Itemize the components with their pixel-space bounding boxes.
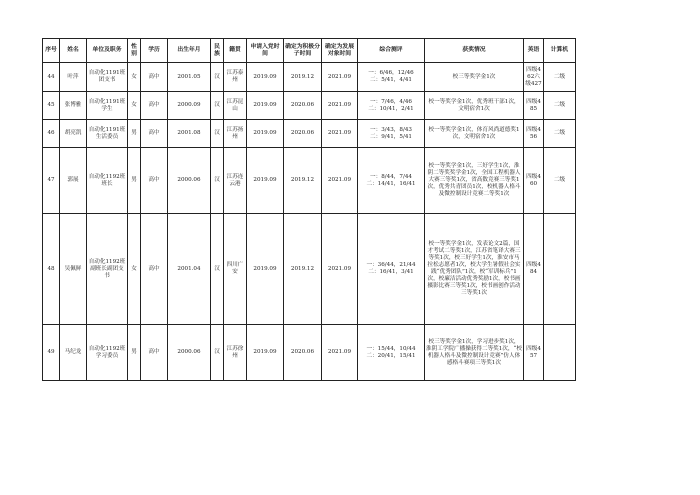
cell-unit: 自动化1191班生活委员 [87, 120, 128, 148]
cell-unit: 自动化1192班班长 [87, 148, 128, 214]
cell-apply-date: 2019.09 [247, 92, 284, 120]
cell-unit: 自动化1192班学习委员 [87, 325, 128, 381]
cell-unit: 自动化1192班副班长副团支书 [87, 214, 128, 325]
cell-no: 46 [43, 120, 60, 148]
cell-english: 四级456 [524, 120, 544, 148]
cell-english: 四级485 [524, 92, 544, 120]
cell-origin: 江苏昆山 [224, 92, 247, 120]
eval-year-one: 一：7/46，4/46 [370, 98, 412, 105]
cell-evaluation [358, 214, 425, 325]
cell-ethnicity: 汉 [211, 325, 224, 381]
cell-activist-date: 2019.12 [284, 214, 322, 325]
cell-candidate-date: 2021.09 [322, 92, 358, 120]
eval-year-two: 二：20/41，15/41 [366, 352, 416, 359]
cell-gender: 女 [128, 63, 141, 92]
cell-name: 叶萍 [60, 63, 87, 92]
col-header-name: 姓名 [60, 39, 87, 63]
cell-origin: 四川广安 [224, 214, 247, 325]
cell-no: 44 [43, 63, 60, 92]
eval-year-one: 一：6/46，12/46 [368, 70, 414, 76]
col-header-evaluation: 综合测评 [358, 39, 425, 63]
cell-awards: 校一等奖学金1次，三好学生1次，淮阴二等奖奖学金1次，全国工程机器人大赛三等奖1次，省高数竞赛三等奖1次，优秀共青团员1次，校机器人格斗及微控制设计竞赛二等奖1次 [425, 148, 524, 214]
cell-activist-date: 2020.06 [284, 120, 322, 148]
col-header-english: 英语 [524, 39, 544, 63]
cell-ethnicity: 汉 [211, 148, 224, 214]
cell-no: 49 [43, 325, 60, 381]
cell-activist-date: 2019.12 [284, 63, 322, 92]
cell-evaluation [358, 325, 425, 381]
eval-year-one: 一：15/44，10/44 [366, 345, 416, 352]
col-header-no: 序号 [43, 39, 60, 63]
cell-unit: 自动化1191班团支书 [87, 63, 128, 92]
cell-computer [544, 325, 576, 381]
cell-name: 吴佩鲜 [60, 214, 87, 325]
cell-name: 郭展 [60, 148, 87, 214]
eval-year-two: 二：9/41，5/41 [370, 133, 412, 140]
col-header-activist-date: 确定为积极分子时间 [284, 39, 322, 63]
cell-english: 四级460 [524, 148, 544, 214]
eval-year-two: 二：16/41，3/41 [368, 269, 414, 275]
cell-education: 高中 [141, 325, 168, 381]
cell-awards: 校一等奖学金1次，发表论文2篇，国才考试二等奖1次，江苏省笔译大赛三等奖1次，校三好学生1次，淮安市马拉松志愿者1次，校大学生暑假社会实践“优秀团队”1次，校“军训标兵”1次，校廉洁活动优秀奖励1次，校书画摄影比赛三等奖1次，校书画创作活动三等奖1次 [425, 214, 524, 325]
cell-origin: 江苏扬州 [224, 120, 247, 148]
cell-education: 高中 [141, 148, 168, 214]
cell-apply-date: 2019.09 [247, 120, 284, 148]
cell-english: 四级457 [524, 325, 544, 381]
cell-english: 四级484 [524, 214, 544, 325]
cell-no: 47 [43, 148, 60, 214]
cell-education: 高中 [141, 214, 168, 325]
cell-ethnicity: 汉 [211, 120, 224, 148]
cell-candidate-date: 2021.09 [322, 325, 358, 381]
cell-evaluation [358, 63, 425, 92]
col-header-computer: 计算机 [544, 39, 576, 63]
eval-year-two: 二：10/41，2/41 [368, 105, 414, 112]
eval-year-two: 二：14/41，16/41 [366, 180, 416, 187]
cell-awards: 校一等奖学金1次，优秀班干部1次，文明宿舍1次 [425, 92, 524, 120]
cell-birth: 2000.06 [168, 148, 211, 214]
cell-computer [544, 214, 576, 325]
cell-computer: 二级 [544, 63, 576, 92]
cell-no: 48 [43, 214, 60, 325]
cell-candidate-date: 2021.09 [322, 63, 358, 92]
table-row [43, 214, 576, 325]
cell-name: 胡亮凯 [60, 120, 87, 148]
student-roster-table [42, 38, 576, 381]
col-header-education: 学历 [141, 39, 168, 63]
cell-activist-date: 2020.06 [284, 325, 322, 381]
cell-unit: 自动化1191班学生 [87, 92, 128, 120]
eval-year-two: 二：5/41，4/41 [370, 77, 412, 83]
cell-ethnicity: 汉 [211, 92, 224, 120]
cell-name: 张博雅 [60, 92, 87, 120]
col-header-unit: 单位及职务 [87, 39, 128, 63]
cell-activist-date: 2019.12 [284, 148, 322, 214]
cell-gender: 男 [128, 325, 141, 381]
cell-origin: 江苏泰州 [224, 63, 247, 92]
cell-apply-date: 2019.09 [247, 325, 284, 381]
cell-ethnicity: 汉 [211, 214, 224, 325]
table-row [43, 120, 576, 148]
header-row [43, 39, 576, 63]
cell-computer: 二级 [544, 120, 576, 148]
cell-birth: 2001.04 [168, 214, 211, 325]
cell-ethnicity: 汉 [211, 63, 224, 92]
cell-candidate-date: 2021.09 [322, 148, 358, 214]
cell-awards: 校三等奖学金1次 [425, 63, 524, 92]
col-header-apply-date: 申请入党时间 [247, 39, 284, 63]
cell-candidate-date: 2021.09 [322, 120, 358, 148]
cell-computer: 二级 [544, 92, 576, 120]
cell-apply-date: 2019.09 [247, 148, 284, 214]
eval-year-one: 一：36/44，21/44 [366, 262, 416, 268]
col-header-ethnicity: 民族 [211, 39, 224, 63]
cell-no: 45 [43, 92, 60, 120]
cell-apply-date: 2019.09 [247, 214, 284, 325]
cell-awards: 校一等奖学金1次，体育风尚道德奖1次，文明宿舍1次 [425, 120, 524, 148]
cell-activist-date: 2020.06 [284, 92, 322, 120]
cell-education: 高中 [141, 92, 168, 120]
cell-birth: 2001.05 [168, 63, 211, 92]
cell-candidate-date: 2021.09 [322, 214, 358, 325]
col-header-awards: 获奖情况 [425, 39, 524, 63]
cell-birth: 2000.09 [168, 92, 211, 120]
eval-year-one: 一：3/43，8/43 [370, 126, 412, 133]
cell-gender: 男 [128, 120, 141, 148]
cell-education: 高中 [141, 120, 168, 148]
cell-apply-date: 2019.09 [247, 63, 284, 92]
cell-origin: 江苏徐州 [224, 325, 247, 381]
col-header-birth: 出生年月 [168, 39, 211, 63]
eval-year-one: 一：8/44，7/44 [370, 173, 412, 180]
cell-awards: 校三等奖学金1次，学习进步奖1次，淮阴工学院广播操获得二等奖1次，“校机器人格斗及微控制设计竞赛”仿人体感格斗赛项三等奖1次 [425, 325, 524, 381]
cell-birth: 2001.08 [168, 120, 211, 148]
col-header-origin: 籍贯 [224, 39, 247, 63]
table-row [43, 92, 576, 120]
col-header-candidate-date: 确定为发展对象时间 [322, 39, 358, 63]
table-row [43, 148, 576, 214]
cell-education: 高中 [141, 63, 168, 92]
cell-evaluation [358, 92, 425, 120]
cell-gender: 女 [128, 214, 141, 325]
cell-origin: 江苏连云港 [224, 148, 247, 214]
cell-english: 四级462六级427 [524, 63, 544, 92]
cell-birth: 2000.06 [168, 325, 211, 381]
cell-gender: 女 [128, 92, 141, 120]
cell-gender: 男 [128, 148, 141, 214]
cell-name: 马纪龙 [60, 325, 87, 381]
table-row [43, 63, 576, 92]
cell-computer: 二级 [544, 148, 576, 214]
cell-evaluation [358, 120, 425, 148]
col-header-gender: 性别 [128, 39, 141, 63]
cell-evaluation [358, 148, 425, 214]
table-row [43, 325, 576, 381]
